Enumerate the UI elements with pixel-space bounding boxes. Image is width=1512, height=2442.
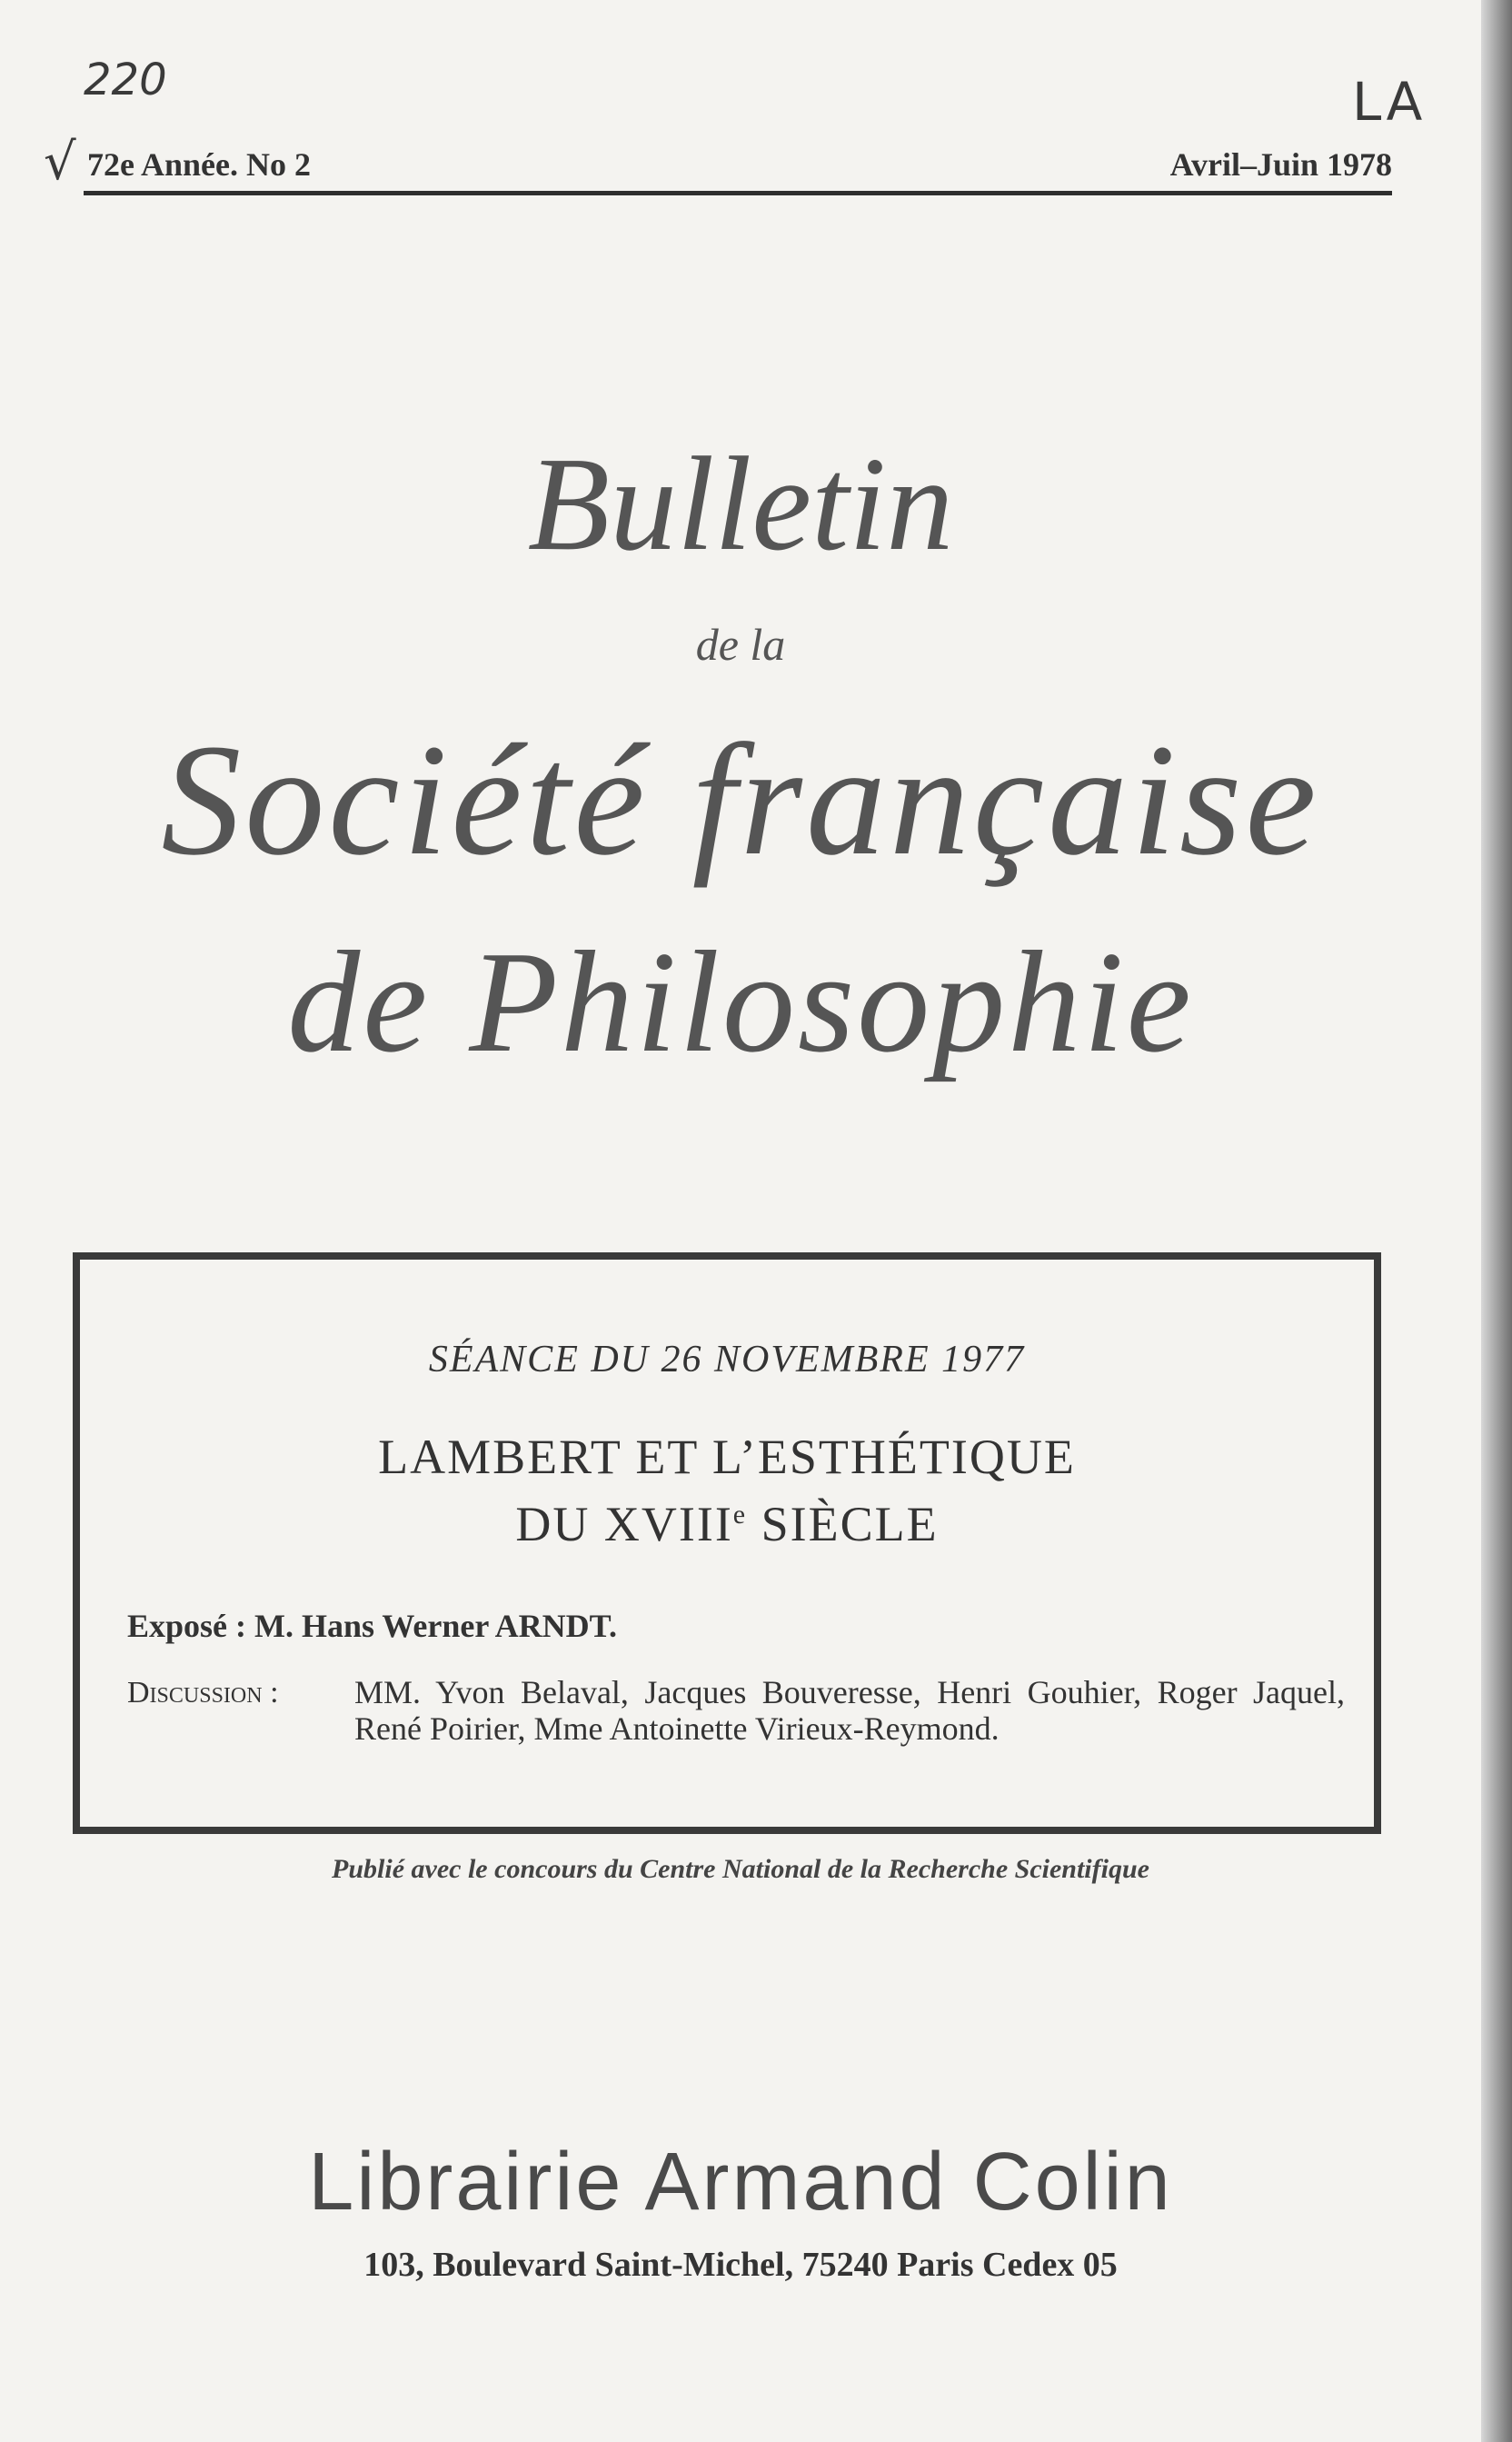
session-date: SÉANCE DU 26 NOVEMBRE 1977	[428, 1339, 1026, 1380]
session-expose: Exposé : M. Hans Werner ARNDT.	[127, 1608, 618, 1644]
session-box	[73, 1252, 1381, 1834]
issue-number: 72e Année. No 2	[87, 146, 311, 183]
issue-header	[84, 145, 1392, 195]
title-societe: Société française	[161, 712, 1320, 889]
cnrs-support-note: Publié avec le concours du Centre National de la Recherche Scientifique	[332, 1854, 1149, 1884]
discussion-label: Discussion :	[127, 1676, 279, 1709]
session-title-line1: LAMBERT ET L’ESTHÉTIQUE	[378, 1430, 1076, 1484]
issue-period: Avril–Juin 1978	[1169, 146, 1392, 183]
scan-edge	[1481, 0, 1512, 2442]
title-philosophie: de Philosophie	[287, 921, 1194, 1082]
discussion-participants: MM. Yvon Belaval, Jacques Bouveresse, Henri Gouhier, Roger Jaquel, René Poirier, Mme Antoinette Virieux-Reymond.	[354, 1674, 1345, 1747]
handwritten-check-mark: √	[44, 133, 76, 192]
handwritten-number: 220	[84, 55, 167, 105]
title-de-la: de la	[695, 619, 786, 670]
publisher-name: Librairie Armand Colin	[308, 2137, 1173, 2228]
publisher-address: 103, Boulevard Saint-Michel, 75240 Paris Cedex 05	[363, 2246, 1118, 2284]
handwritten-initials: LA	[1352, 71, 1427, 133]
session-title-line2: DU XVIIIe SIÈCLE	[515, 1497, 939, 1551]
title-bulletin: Bulletin	[527, 430, 954, 579]
